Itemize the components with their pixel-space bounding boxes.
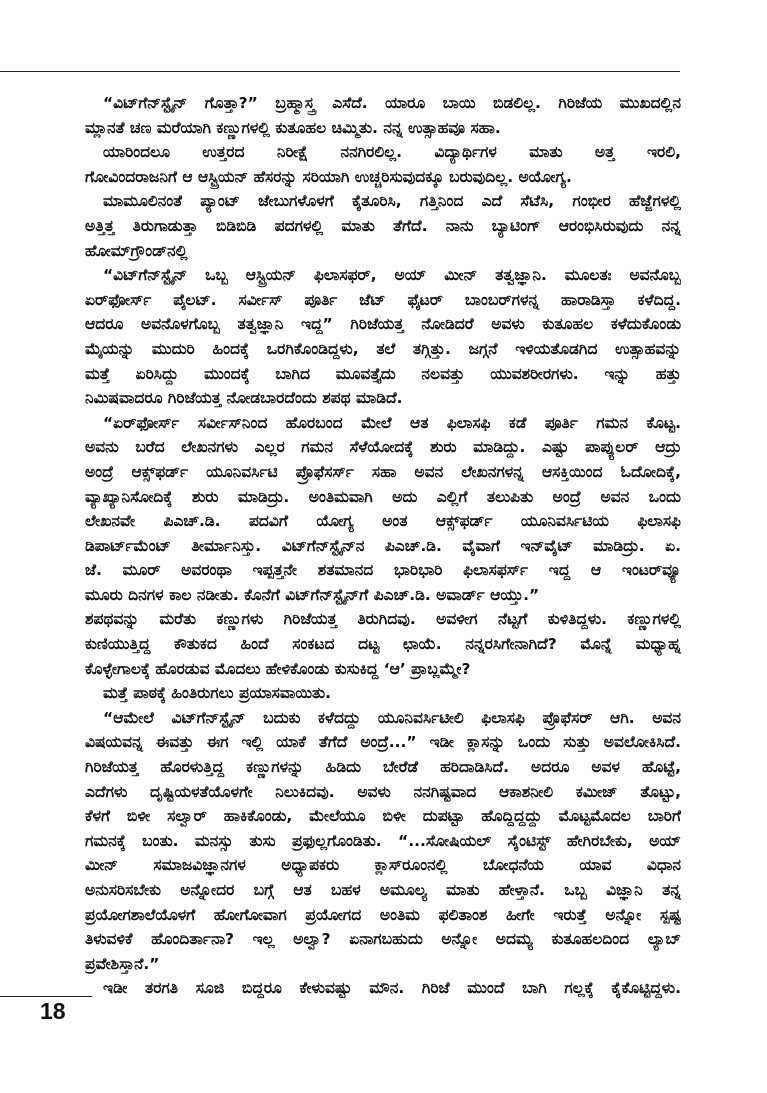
text-line: ಮತ್ತೆ ಪಾಠಕ್ಕೆ ಹಿಂತಿರುಗಲು ಪ್ರಯಾಸವಾಯಿತು. xyxy=(103,684,331,703)
text-line: ಮೀನ್ ಸಮಾಜವಿಜ್ಞಾನಗಳ ಅಧ್ಯಾಪಕರು ಕ್ಲಾಸ್‌ರೂಂನಲ್ಲಿ ಬೋಧನೆಯ ಯಾವ ವಿಧಾನ xyxy=(85,856,681,875)
text-line: ಮ್ಲಾನತೆ ಚಣ ಮರೆಯಾಗಿ ಕಣ್ಣುಗಳಲ್ಲಿ ಕುತೂಹಲ ಚಿಮ್ಮಿತು. ನನ್ನ ಉತ್ಸಾಹವೂ ಸಹಾ. xyxy=(85,118,501,137)
text-line: ಕುಣಿಯುತ್ತಿದ್ದ ಕೌತುಕದ ಹಿಂದೆ ಸಂಕಟದ ದಟ್ಟ ಛಾಯೆ. ನನ್ನರಸಿಗೇನಾಗಿದೆ? ಮೊನ್ನೆ ಮಧ್ಯಾಹ್ನ xyxy=(85,635,681,654)
paragraph xyxy=(85,681,681,706)
text-line: ಡಿಪಾರ್ಟ್‌ಮೆಂಟ್ ತೀರ್ಮಾನಿಸ್ತು. ವಿಟ್‌ಗೆನ್‌ಸ್ಟೈನ್‌ನ ಪಿಎಚ್.ಡಿ. ವೈವಾಗೆ ಇನ್‌ವೈಟ್ ಮಾಡಿದ್ರು. ಏ. xyxy=(85,536,681,555)
text-line: ಶಪಥವನ್ನು ಮರೆತು ಕಣ್ಣುಗಳು ಗಿರಿಜೆಯತ್ತ ತಿರುಗಿದವು. ಅವಳೀಗ ನೆಟ್ಟಗೆ ಕುಳಿತಿದ್ದಳು. ಕಣ್ಣುಗಳಲ್ಲಿ xyxy=(85,610,681,629)
text-line: ತಿಳುವಳಿಕೆ ಹೊಂದಿರ್ತಾನಾ? ಇಲ್ಲ ಅಲ್ವಾ? ಏನಾಗಬಹುದು ಅನ್ನೋ ಅದಮ್ಯ ಕುತೂಹಲದಿಂದ ಲ್ಯಾಬ್ xyxy=(85,930,681,949)
text-line: ಅವನು ಬರೆದ ಲೇಖನಗಳು ಎಲ್ಲರ ಗಮನ ಸೆಳೆಯೋದಕ್ಕೆ ಶುರು ಮಾಡಿದ್ದು. ಎಷ್ಟು ಪಾಪ್ಯುಲರ್ ಆದ್ರು xyxy=(85,438,681,457)
paragraph xyxy=(85,263,681,411)
text-line: “ಆಮೇಲೆ ವಿಟ್‌ಗೆನ್‌ಸ್ಟೈನ್ ಬದುಕು ಕಳೆದದ್ದು ಯೂನಿವರ್ಸಿಟೀಲಿ ಫಿಲಾಸಫಿ ಪ್ರೊಫೆಸರ್ ಆಗಿ. ಅವನ xyxy=(103,708,681,727)
text-line: ಮಾಮೂಲಿನಂತೆ ಪ್ಯಾಂಟ್ ಜೇಬುಗಳೊಳಗೆ ಕೈತೂರಿಸಿ, ಗತ್ತಿನಿಂದ ಎದೆ ಸೆಟೆಸಿ, ಗಂಭೀರ ಹೆಜ್ಜೆಗಳಲ್ಲಿ xyxy=(103,192,681,211)
text-line: ಗಮನಕ್ಕೆ ಬಂತು. ಮನಸ್ಸು ತುಸು ಪ್ರಫುಲ್ಲಗೊಂಡಿತು. “...ಸೋಷಿಯಲ್ ಸೈಂಟಿಸ್ಟ್ ಹೇಗಿರಬೇಕು, ಅಯ್ xyxy=(85,831,681,850)
footer-rule xyxy=(0,996,92,997)
text-line: ಆದರೂ ಅವನೊಳಗೊಬ್ಬ ತತ್ವಜ್ಞಾನಿ ಇದ್ದ” ಗಿರಿಜೆಯತ್ತ ನೋಡಿದರೆ ಅವಳು ಕುತೂಹಲ ಕಳೆದುಕೊಂಡು xyxy=(85,315,681,334)
text-line: ಯಾರಿಂದಲೂ ಉತ್ತರದ ನಿರೀಕ್ಷೆ ನನಗಿರಲಿಲ್ಲ. ವಿದ್ಯಾರ್ಥಿಗಳ ಮಾತು ಅತ್ತ ಇರಲಿ, xyxy=(103,143,681,162)
text-line: ಮೈಯನ್ನು ಮುದುರಿ ಹಿಂದಕ್ಕೆ ಒರಗಿಕೊಂಡಿದ್ದಳು, ತಲೆ ತಗ್ಗಿತ್ತು. ಜಗ್ಗನೆ ಇಳಿಯತೊಡಗಿದ ಉತ್ಸಾಹವನ್ನು xyxy=(85,339,681,358)
text-line: ಇಡೀ ತರಗತಿ ಸೂಜಿ ಬಿದ್ದರೂ ಕೇಳುವಷ್ಟು ಮೌನ. ಗಿರಿಜೆ ಮುಂದೆ ಬಾಗಿ ಗಲ್ಲಕ್ಕೆ ಕೈಕೊಟ್ಟಿದ್ದಳು. xyxy=(103,979,681,998)
text-line: “ವಿಟ್‌ಗೆನ್‌ಸ್ಟೈನ್ ಒಬ್ಬ ಆಸ್ಟ್ರಿಯನ್ ಫಿಲಾಸಫರ್, ಅಯ್ ಮೀನ್ ತತ್ವಜ್ಞಾನಿ. ಮೂಲತಃ ಅವನೊಬ್ಬ xyxy=(103,266,681,285)
text-line: ಗಿರಿಜೆಯತ್ತ ಹೊರಳುತ್ತಿದ್ದ ಕಣ್ಣುಗಳನ್ನು ಹಿಡಿದು ಬೇರೆಡೆ ಹರಿದಾಡಿಸಿದೆ. ಅದರೂ ಅವಳ ಹೊಟ್ಟೆ, xyxy=(85,758,681,777)
text-line: ವ್ಯಾಖ್ಯಾನಿಸೋದಿಕ್ಕೆ ಶುರು ಮಾಡಿದ್ರು. ಅಂತಿಮವಾಗಿ ಅದು ಎಲ್ಲಿಗೆ ತಲುಪಿತು ಅಂದ್ರೆ ಅವನ ಒಂದು xyxy=(85,487,681,506)
paragraph xyxy=(85,91,681,140)
text-line: ಹೋಮ್‌ಗ್ರೌಂಡ್‌ನಲ್ಲಿ xyxy=(85,241,188,260)
paragraph xyxy=(85,189,681,263)
paragraph xyxy=(85,706,681,977)
paragraph xyxy=(85,607,681,681)
text-line: “ಏರ್‌ಫೋರ್ಸ್ ಸರ್ವೀಸ್‌ನಿಂದ ಹೊರಬಂದ ಮೇಲೆ ಆತ ಫಿಲಾಸಫಿ ಕಡೆ ಪೂರ್ತಿ ಗಮನ ಕೊಟ್ಟ. xyxy=(103,413,681,432)
text-line: ಮತ್ತೆ ಏರಿಸಿದ್ದು ಮುಂದಕ್ಕೆ ಬಾಗಿದ ಮೂವತ್ತೈದು ನಲವತ್ತು ಯುವಶರೀರಗಳು. ಇನ್ನು ಹತ್ತು xyxy=(85,364,681,383)
paragraph xyxy=(85,140,681,189)
text-line: ಅಂದ್ರೆ ಆಕ್ಸ್‌ಫರ್ಡ್ ಯೂನಿವರ್ಸಿಟಿ ಪ್ರೊಫೆಸರ್ಸ್ ಸಹಾ ಅವನ ಲೇಖನಗಳನ್ನ ಆಸಕ್ತಿಯಿಂದ ಓದೋದಿಕ್ಕೆ, xyxy=(85,462,681,481)
text-line: ಪ್ರಯೋಗಶಾಲೆಯೊಳಗೆ ಹೋಗೋವಾಗ ಪ್ರಯೋಗದ ಅಂತಿಮ ಫಲಿತಾಂಶ ಹೀಗೇ ಇರುತ್ತೆ ಅನ್ನೋ ಸ್ಪಷ್ಟ xyxy=(85,905,681,924)
text-line: ಅನುಸರಿಸಬೇಕು ಅನ್ನೋದರ ಬಗ್ಗೆ ಆತ ಬಹಳ ಅಮೂಲ್ಯ ಮಾತು ಹೇಳ್ತಾನೆ. ಒಬ್ಬ ವಿಜ್ಞಾನಿ ತನ್ನ xyxy=(85,881,681,899)
page-number: 18 xyxy=(40,998,66,1024)
text-line: ಪ್ರವೇಶಿಸ್ತಾನೆ.” xyxy=(85,954,160,973)
text-line: ಕೆಳಗೆ ಬಿಳೀ ಸಲ್ವಾರ್ ಹಾಕಿಕೊಂಡು, ಮೇಲೆಯೂ ಬಿಳೀ ದುಪಟ್ಟಾ ಹೊದ್ದಿದ್ದದ್ದು ಮೊಟ್ಟಮೊದಲ ಬಾರಿಗೆ xyxy=(85,807,681,826)
text-line: ನಿಮಿಷವಾದರೂ ಗಿರಿಜೆಯತ್ತ ನೋಡಬಾರದೆಂದು ಶಪಥ ಮಾಡಿದೆ. xyxy=(85,389,403,408)
text-line: ಮೂರು ದಿನಗಳ ಕಾಲ ನಡೀತು. ಕೊನೆಗೆ ವಿಟ್‌ಗೆನ್‌ಸ್ಟೈನ್‌ಗೆ ಪಿಎಚ್.ಡಿ. ಅವಾರ್ಡ್ ಆಯ್ತು.” xyxy=(85,585,540,604)
text-line: ಕೊಳ್ಳೇಗಾಲಕ್ಕೆ ಹೊರಡುವ ಮೊದಲು ಹೇಳಿಕೊಂಡು ಕುಸುಕಿದ್ದ ‘ಆ’ ಪ್ರಾಬ್ಲಮ್ಮೇ? xyxy=(85,659,471,678)
text-line: ಅತ್ತಿತ್ತ ತಿರುಗಾಡುತ್ತಾ ಬಿಡಿಬಿಡಿ ಪದಗಳಲ್ಲಿ ಮಾತು ತೆಗೆದೆ. ನಾನು ಬ್ಯಾಟಿಂಗ್ ಆರಂಭಿಸಿರುವುದು ನನ್ನ xyxy=(85,216,681,235)
text-line: ವಿಷಯವನ್ನ ಈವತ್ತು ಈಗ ಇಲ್ಲಿ ಯಾಕೆ ತೆಗೆದೆ ಅಂದ್ರೆ...” ಇಡೀ ಕ್ಲಾಸನ್ನು ಒಂದು ಸುತ್ತು ಅವಲೋಕಿಸಿದೆ. xyxy=(85,733,681,752)
text-line: ಗೋವಿಂದರಾಜನಿಗೆ ಆ ಆಸ್ಟ್ರಿಯನ್ ಹೆಸರನ್ನು ಸರಿಯಾಗಿ ಉಚ್ಚರಿಸುವುದಕ್ಕೂ ಬರುವುದಿಲ್ಲ. ಅಯೋಗ್ಯ. xyxy=(85,167,572,186)
text-line: ಲೇಖನವೇ ಪಿಎಚ್.ಡಿ. ಪದವಿಗೆ ಯೋಗ್ಯ ಅಂತ ಆಕ್ಸ್‌ಫರ್ಡ್ ಯೂನಿವರ್ಸಿಟಿಯ ಫಿಲಾಸಫಿ xyxy=(85,512,681,531)
paragraph xyxy=(85,411,681,608)
top-rule xyxy=(0,71,680,72)
text-line: “ವಿಟ್‌ಗೆನ್‌ಸ್ಟೈನ್ ಗೊತ್ತಾ?” ಬ್ರಹ್ಮಾಸ್ತ್ರ ಎಸೆದೆ. ಯಾರೂ ಬಾಯಿ ಬಿಡಲಿಲ್ಲ. ಗಿರಿಜೆಯ ಮುಖದಲ್ಲಿನ xyxy=(103,94,681,112)
text-line: ಏರ್‌ಫೋರ್ಸ್ ಪೈಲಟ್. ಸರ್ವೀಸ್ ಪೂರ್ತಿ ಜೆಟ್ ಫೈಟರ್ ಬಾಂಬರ್‌ಗಳನ್ನ ಹಾರಾಡಿಸ್ತಾ ಕಳೆದಿದ್ದ. xyxy=(85,290,681,309)
text-line: ಜೆ. ಮೂರ್ ಅವರಂಥಾ ಇಪ್ಪತ್ತನೇ ಶತಮಾನದ ಭಾರಿಭಾರಿ ಫಿಲಾಸಫರ್ಸ್ ಇದ್ದ ಆ ಇಂಟರ್‌ವ್ಯೂ xyxy=(85,561,681,580)
text-line: ಎದೆಗಳು ದೃಷ್ಟಿಯಳತೆಯೊಳಗೇ ನಿಲುಕಿದವು. ಅವಳು ನನಗಿಷ್ಟವಾದ ಆಕಾಶನೀಲಿ ಕಮೀಜ್ ತೊಟ್ಟು, xyxy=(85,782,681,801)
paragraph xyxy=(85,976,681,1001)
body-text xyxy=(85,91,681,1001)
